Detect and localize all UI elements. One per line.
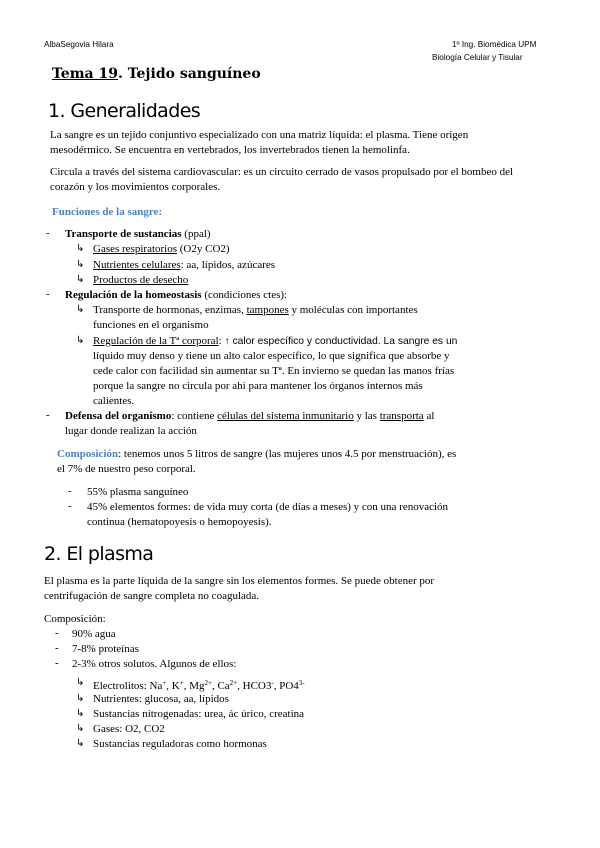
- k-ion: , K: [166, 680, 180, 692]
- k-charge: +: [179, 679, 184, 687]
- s1-para1-line2: mesodérmico. Se encuentra en vertebrados, los invertebrados tienen la hemolinfa.: [50, 144, 410, 156]
- page-title: [52, 66, 261, 82]
- f2-s2-sans: ↑ calor específico y conductividad. La sangre es un: [224, 336, 458, 347]
- function-1-sub-3: Productos de desecho: [93, 274, 189, 286]
- f2-s1-b: y moléculas con importantes: [288, 304, 418, 316]
- f2-s1-a: Transporte de hormonas, enzimas,: [93, 304, 247, 316]
- function-2-note: (condiciones ctes):: [201, 289, 288, 301]
- dash-bullet: -: [55, 657, 59, 669]
- function-3-line2: lugar donde realizan la acción: [65, 425, 197, 437]
- function-2-sub-2: [93, 334, 457, 349]
- title-text: . Tejido sanguíneo: [117, 66, 261, 82]
- ca-ion: , Ca: [211, 680, 230, 692]
- s2-para1-line2: centrifugación de sangre completa no coagulada.: [44, 590, 260, 602]
- dash-bullet: -: [68, 500, 72, 512]
- function-3: [65, 409, 434, 424]
- f2-s1-underlined: tampones: [246, 304, 289, 316]
- composition-rest: : tenemos unos 5 litros de sangre (las mujeres unos 4.5 por menstruación), es: [118, 448, 457, 460]
- composition-line2: el 7% de nuestro peso corporal.: [57, 463, 196, 475]
- arrow-bullet-icon: ↳: [76, 708, 85, 719]
- f1-s1-rest: (O2y CO2): [177, 243, 230, 255]
- mg-ion: , Mg: [183, 680, 205, 692]
- arrow-bullet-icon: ↳: [76, 335, 85, 346]
- composition-item-1: 55% plasma sanguíneo: [87, 486, 189, 498]
- author-name: AlbaSegovia Hilara: [44, 40, 114, 49]
- function-1-title: Transporte de sustancias: [65, 228, 182, 240]
- composition-item-2: 45% elementos formes: de vida muy corta (de días a meses) y con una renovación: [87, 501, 449, 513]
- f1-s2-rest: : aa, lípidos, azúcares: [180, 259, 276, 271]
- solute-gases: Gases: O2, CO2: [93, 723, 165, 735]
- f1-s1-underlined: Gases respiratorios: [93, 243, 178, 255]
- function-1-note: (ppal): [181, 228, 211, 240]
- s2-composition-label: Composición:: [44, 613, 106, 625]
- function-2-sub-1: [93, 303, 418, 318]
- arrow-bullet-icon: ↳: [76, 693, 85, 704]
- arrow-bullet-icon: ↳: [76, 259, 85, 270]
- subject-name: Biología Celular y Tisular: [432, 53, 523, 62]
- function-2-sub-1-line2: funciones en el organismo: [93, 319, 209, 331]
- hco3-charge: -: [271, 679, 274, 687]
- f2-s2-colon: :: [218, 335, 225, 347]
- function-2-sub-2-line4: porque la sangre no circula por ahí para mantener los órganos internos más: [93, 380, 423, 392]
- dash-bullet: -: [55, 627, 59, 639]
- arrow-bullet-icon: ↳: [76, 243, 85, 254]
- s2-para1-line1: El plasma es la parte líquida de la sangre sin los elementos formes. Se puede obtener por: [44, 575, 435, 587]
- arrow-bullet-icon: ↳: [76, 677, 85, 688]
- function-2-sub-2-line5: calientes.: [93, 395, 135, 407]
- f3-u2: transporta: [379, 410, 424, 422]
- ca-charge: 2+: [229, 679, 238, 687]
- function-3-title: Defensa del organismo: [65, 410, 172, 422]
- dash-bullet: -: [55, 642, 59, 654]
- funciones-title: Funciones de la sangre:: [52, 206, 163, 218]
- composition-item-2-line2: continua (hematopoyesis o hemopoyesis).: [87, 516, 272, 528]
- plasma-item-3: 2-3% otros solutos. Algunos de ellos:: [72, 658, 237, 670]
- s1-para2-line1: Circula a través del sistema cardiovascular: es un circuito cerrado de vasos propulsado por el bombeo del: [50, 166, 514, 178]
- mg-charge: 2+: [204, 679, 212, 687]
- title-number: Tema 19: [52, 66, 118, 82]
- f3-c: al: [423, 410, 435, 422]
- dash-bullet: -: [46, 409, 50, 421]
- f3-b: y las: [353, 410, 380, 422]
- composition-label: Composición: [57, 448, 119, 460]
- course-name: 1º Ing. Biomédica UPM: [452, 40, 537, 49]
- s1-para2-line2: corazón y los movimientos corporales.: [50, 181, 221, 193]
- hco3-ion: , HCO3: [237, 680, 272, 692]
- dash-bullet: -: [46, 227, 50, 239]
- arrow-bullet-icon: ↳: [76, 304, 85, 315]
- section-1-heading: 1. Generalidades: [48, 100, 201, 122]
- composition-line1: [57, 447, 456, 462]
- na-charge: +: [162, 679, 167, 687]
- function-2-sub-2-line3: cede calor con facilidad sin aumentar su Tª. En invierno se quedan las manos frías: [93, 365, 455, 377]
- f2-s2-underlined: Regulación de la Tª corporal: [93, 335, 219, 347]
- arrow-bullet-icon: ↳: [76, 723, 85, 734]
- function-1-sub-1: [93, 242, 230, 257]
- electrolytes-prefix: Electrolitos: Na: [93, 680, 163, 692]
- arrow-bullet-icon: ↳: [76, 274, 85, 285]
- f3-a: : contiene: [171, 410, 218, 422]
- po4-charge: 3-: [298, 679, 305, 687]
- dash-bullet: -: [46, 288, 50, 300]
- plasma-item-1: 90% agua: [72, 628, 116, 640]
- dash-bullet: -: [68, 485, 72, 497]
- solute-nitrogen: Sustancias nitrogenadas: urea, ác úrico, creatina: [93, 708, 305, 720]
- s1-para1-line1: La sangre es un tejido conjuntivo especializado con una matriz líquida: el plasma. Tiene origen: [50, 129, 469, 141]
- function-1: [65, 227, 211, 242]
- function-2: [65, 288, 287, 303]
- plasma-item-2: 7-8% proteínas: [72, 643, 139, 655]
- solute-nutrients: Nutrientes: glucosa, aa, lípidos: [93, 693, 229, 705]
- arrow-bullet-icon: ↳: [76, 738, 85, 749]
- solute-regulators: Sustancias reguladoras como hormonas: [93, 738, 267, 750]
- section-2-heading: 2. El plasma: [44, 543, 154, 565]
- f3-u1: células del sistema inmunitario: [217, 410, 354, 422]
- function-2-title: Regulación de la homeostasis: [65, 289, 202, 301]
- function-2-sub-2-line2: líquido muy denso y tiene un alto calor específico, lo que significa que absorbe y: [93, 350, 450, 362]
- function-1-sub-2: [93, 258, 275, 273]
- po4-ion: , PO4: [273, 680, 299, 692]
- f1-s2-underlined: Nutrientes celulares: [93, 259, 181, 271]
